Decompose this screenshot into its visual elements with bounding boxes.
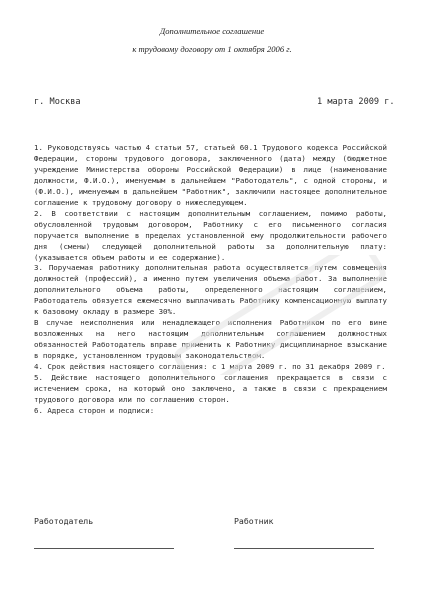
paragraph-3: 3. Поручаемая работнику дополнительная работа осуществляется путем совмещения должностей (профессий), а именно путем увеличения объема работ. За выполнение дополнительного объема работы, определенного настоящим соглашением, Работодатель обязуется ежемесячно выплачивать Работнику компенсационную выплату к базовому окладу в размере 30%. bbox=[34, 263, 387, 317]
employee-signature-line bbox=[234, 548, 374, 549]
paragraph-3-continued: В случае неисполнения или ненадлежащего исполнения Работником по его вине возложенных на него настоящим дополнительным соглашением должностных обязанностей Работодатель вправе применить к Работнику дисциплинарное взыскание в порядке, установленном трудовым законодательством. bbox=[34, 318, 387, 361]
document-title: Дополнительное соглашение bbox=[159, 26, 265, 36]
paragraph-1: 1. Руководствуясь частью 4 статьи 57, статьей 60.1 Трудового кодекса Российской Федерации, стороны трудового договора, заключенного (дата) между (бюджетное учреждение Министерства обороны Российской Федерации) в лице (наименование должности, Ф.И.О.), именуемым в дальнейшем "Работодатель", с одной стороны, и (Ф.И.О.), именуемым в дальнейшем "Работник", заключили настоящее дополнительное соглашение к трудовому договору о нижеследующем. bbox=[34, 143, 387, 207]
signing-date: 1 марта 2009 г. bbox=[317, 97, 395, 107]
document-subtitle: к трудовому договору от 1 октября 2006 г. bbox=[132, 44, 292, 54]
paragraph-4: 4. Срок действия настоящего соглашения: с 1 марта 2009 г. по 31 декабря 2009 г. bbox=[34, 362, 386, 372]
paragraph-2: 2. В соответствии с настоящим дополнительным соглашением, помимо работы, обусловленной трудовым договором, Работнику с его письменного согласия поручается выполнение в пределах установленной ему продолжительности рабочего дня (смены) следующей дополнительной работы за дополнительную плату: (указывается объем работы и ее содержание). bbox=[34, 208, 387, 262]
paragraph-5: 5. Действие настоящего дополнительного соглашения прекращается в связи с истечением срока, на который оно заключено, а также в связи с прекращением трудового договора или по соглашению сторон. bbox=[34, 373, 387, 404]
employer-signature-line bbox=[34, 548, 174, 549]
paragraph-6: 6. Адреса сторон и подписи: bbox=[34, 405, 155, 415]
employer-signature-label: Работодатель bbox=[34, 516, 94, 526]
employee-signature-label: Работник bbox=[234, 516, 274, 526]
place-of-signing: г. Москва bbox=[34, 97, 81, 107]
agreement-body bbox=[34, 143, 387, 417]
